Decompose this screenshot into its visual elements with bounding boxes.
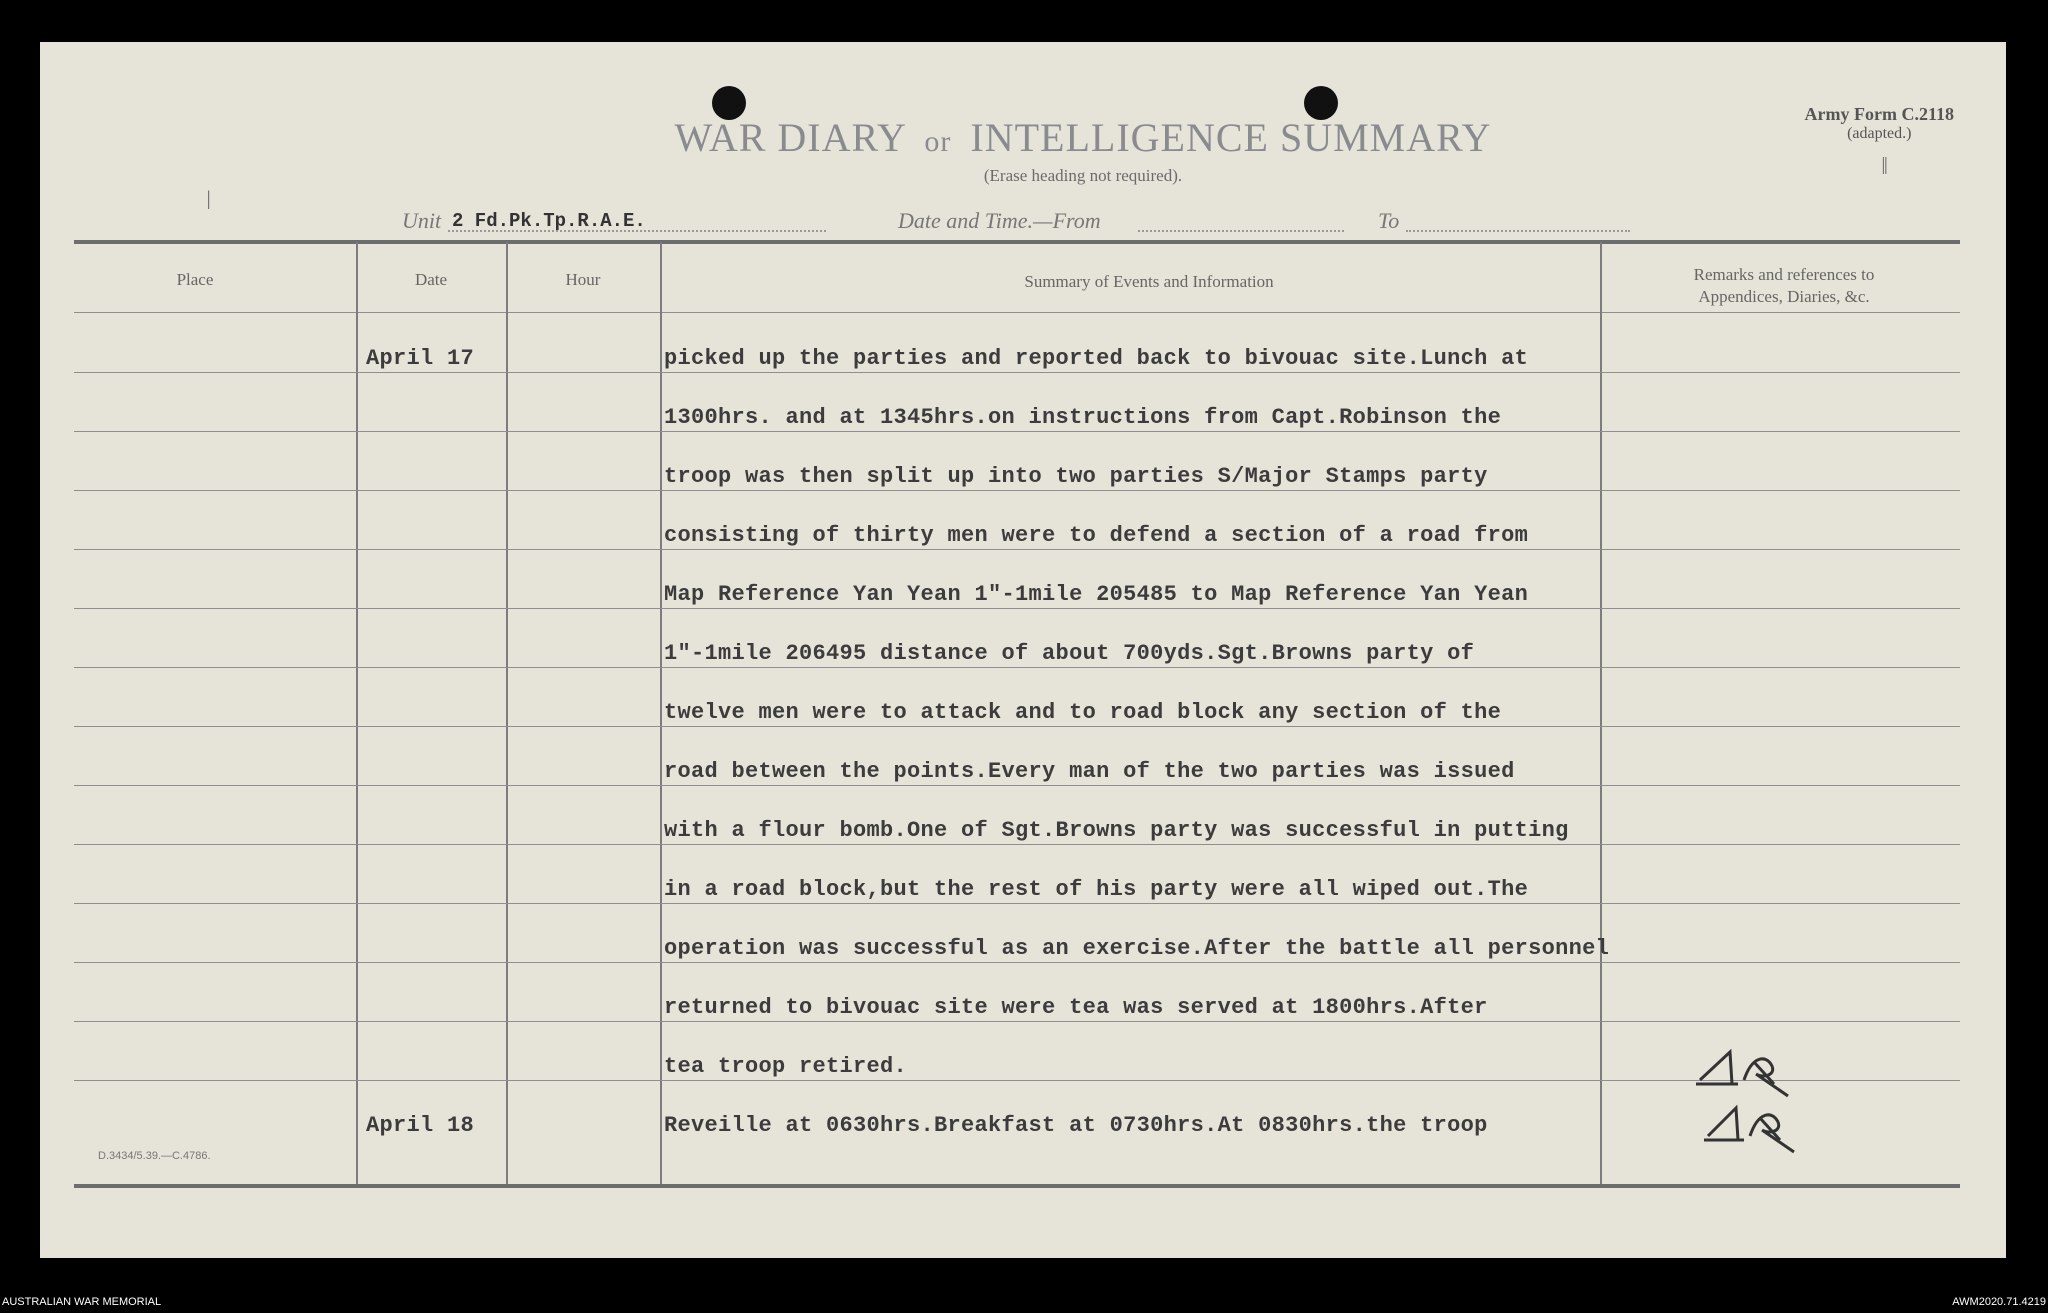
form-corner-mark: ǁ	[1881, 154, 1888, 180]
divider-place-date	[356, 242, 358, 1186]
stray-pencil-mark: ǀ	[206, 186, 212, 215]
entry-line: with a flour bomb.One of Sgt.Browns party was successful in putting	[664, 818, 1569, 843]
remarks-header-line2: Appendices, Diaries, &c.	[1698, 287, 1870, 306]
entry-line: 1"-1mile 206495 distance of about 700yds.Sgt.Browns party of	[664, 641, 1475, 666]
entry-line: Reveille at 0630hrs.Breakfast at 0730hrs.At 0830hrs.the troop	[664, 1113, 1488, 1138]
col-header-remarks	[1602, 264, 1966, 308]
form-number-text: Army Form C.2118	[1804, 104, 1954, 124]
title-or: or	[924, 125, 952, 158]
diary-page	[40, 42, 2006, 1258]
footer-right: AWM2020.71.4219	[1952, 1296, 2046, 1308]
entry-line: in a road block,but the rest of his party were all wiped out.The	[664, 877, 1529, 902]
table-bottom-rule	[74, 1184, 1960, 1188]
form-subtitle: (Erase heading not required).	[983, 166, 1183, 185]
row-rule	[74, 785, 1960, 786]
row-rule	[74, 549, 1960, 550]
row-rule	[74, 372, 1960, 373]
row-rule	[74, 608, 1960, 609]
print-code: D.3434/5.39.—C.4786.	[98, 1150, 211, 1162]
entry-line: road between the points.Every man of the two parties was issued	[664, 759, 1515, 784]
title-war-diary: WAR DIARY	[674, 115, 906, 160]
col-header-place: Place	[176, 270, 214, 289]
date-time-label: Date and Time.—From	[898, 208, 1101, 233]
entry-line: picked up the parties and reported back to bivouac site.Lunch at	[664, 346, 1529, 371]
unit-label: Unit	[402, 208, 442, 233]
footer-left: AUSTRALIAN WAR MEMORIAL	[2, 1296, 162, 1308]
row-rule	[74, 490, 1960, 491]
to-label: To	[1378, 208, 1400, 233]
row-rule	[74, 844, 1960, 845]
entry-line: 1300hrs. and at 1345hrs.on instructions from Capt.Robinson the	[664, 405, 1502, 430]
entry-line: troop was then split up into two parties S/Major Stamps party	[664, 464, 1488, 489]
entry-date: April 18	[366, 1113, 475, 1138]
row-rule	[74, 431, 1960, 432]
row-rule	[74, 1080, 1960, 1081]
entry-line: returned to bivouac site were tea was served at 1800hrs.After	[664, 995, 1488, 1020]
entry-line: consisting of thirty men were to defend a section of a road from	[664, 523, 1529, 548]
title-intelligence-summary: INTELLIGENCE SUMMARY	[970, 115, 1492, 160]
initials-signature-2	[1700, 1102, 1820, 1172]
row-rule	[74, 726, 1960, 727]
unit-value: 2 Fd.Pk.Tp.R.A.E.	[452, 210, 646, 232]
form-adapted-text: (adapted.)	[1847, 125, 1912, 142]
entry-line: operation was successful as an exercise.After the battle all personnel	[664, 936, 1610, 961]
divider-hour-summary	[660, 242, 662, 1186]
col-header-summary: Summary of Events and Information	[1024, 272, 1274, 291]
row-rule	[74, 903, 1960, 904]
col-header-date: Date	[414, 270, 448, 289]
entry-line: twelve men were to attack and to road block any section of the	[664, 700, 1502, 725]
initials-mark-1	[1692, 1044, 1812, 1104]
row-rule	[74, 1021, 1960, 1022]
row-rule	[74, 667, 1960, 668]
initials-mark-2	[1700, 1102, 1820, 1162]
divider-summary-remarks	[1600, 242, 1602, 1186]
remarks-header-line1: Remarks and references to	[1693, 265, 1875, 284]
col-header-hour: Hour	[565, 270, 601, 289]
entry-line: tea troop retired.	[664, 1054, 908, 1079]
entry-date: April 17	[366, 346, 475, 371]
row-rule	[74, 962, 1960, 963]
entry-line: Map Reference Yan Yean 1"-1mile 205485 to Map Reference Yan Yean	[664, 582, 1529, 607]
divider-date-hour	[506, 242, 508, 1186]
